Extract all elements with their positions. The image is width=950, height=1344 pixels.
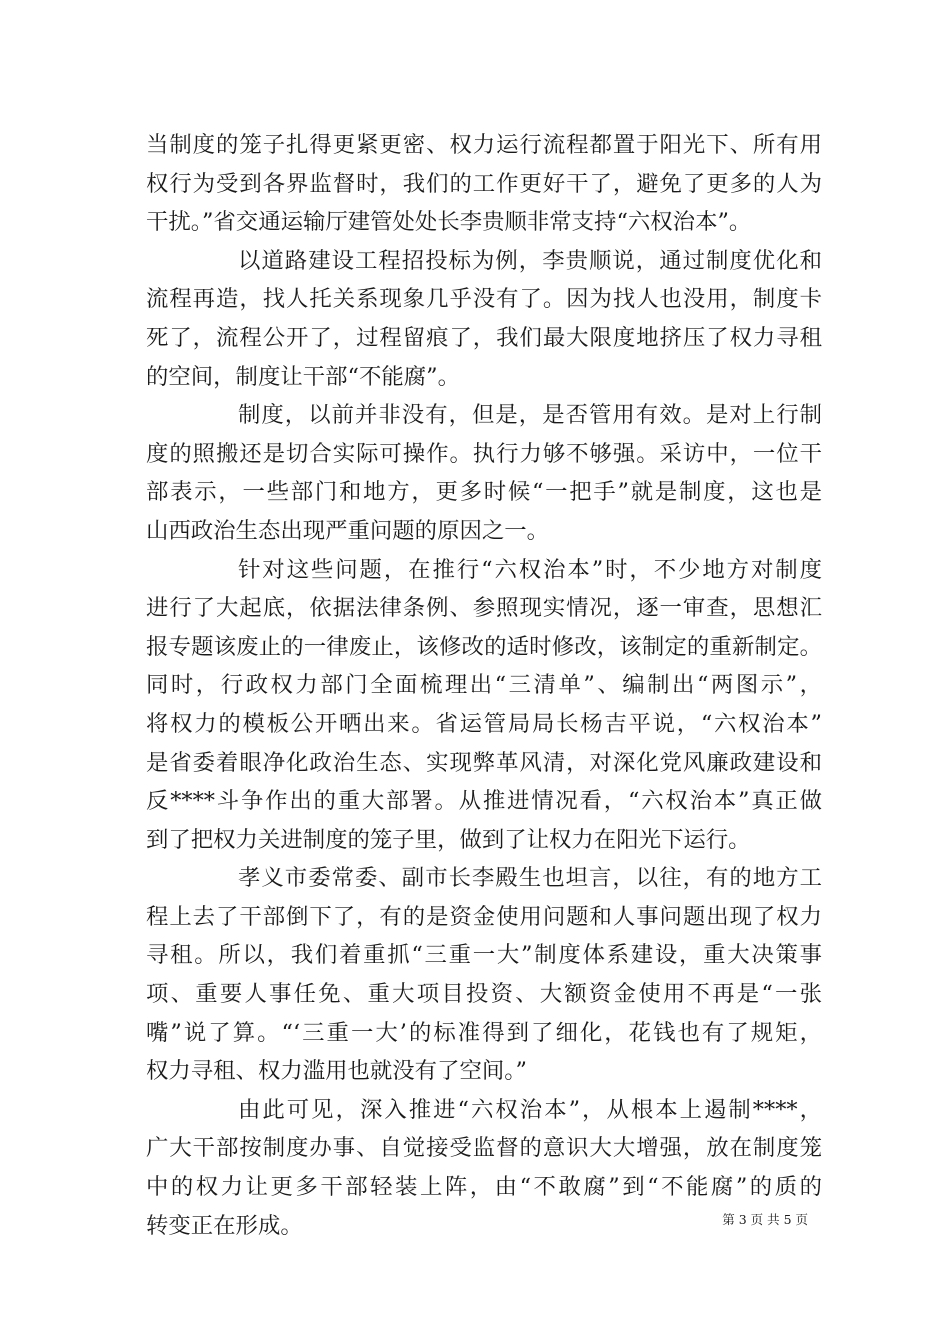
- text-line: 流程再造，找人托关系现象几乎没有了。因为找人也没用，制度卡: [146, 286, 822, 313]
- text-line: 进行了大起底，依据法律条例、参照现实情况，逐一审查，思想汇: [146, 595, 822, 622]
- text-line: 项、重要人事任免、重大项目投资、大额资金使用不再是“一张: [146, 981, 822, 1008]
- text-line: 转变正在形成。: [146, 1212, 303, 1239]
- text-line: 是省委着眼净化政治生态、实现弊革风清，对深化党风廉政建设和: [146, 749, 822, 776]
- text-line: 的空间，制度让干部“不能腐”。: [146, 363, 460, 390]
- paragraph-first-line: 由此可见，深入推进“六权治本”，从根本上遏制****，: [238, 1096, 822, 1123]
- text-line: 将权力的模板公开晒出来。省运管局局长杨吉平说，“六权治本”: [146, 710, 822, 737]
- text-line: 权行为受到各界监督时，我们的工作更好干了，避免了更多的人为: [146, 170, 822, 197]
- paragraph-first-line: 以道路建设工程招投标为例，李贵顺说，通过制度优化和: [238, 247, 822, 274]
- text-line: 干扰。”省交通运输厅建管处处长李贵顺非常支持“六权治本”。: [146, 209, 752, 236]
- text-line: 嘴”说了算。“‘三重一大’的标准得到了细化，花钱也有了规矩，: [146, 1019, 822, 1046]
- text-line: 报专题该废止的一律废止，该修改的适时修改，该制定的重新制定。: [146, 633, 822, 660]
- text-line: 权力寻租、权力滥用也就没有了空间。”: [146, 1058, 527, 1085]
- text-line: 广大干部按制度办事、自觉接受监督的意识大大增强，放在制度笼: [146, 1135, 822, 1162]
- text-line: 反****斗争作出的重大部署。从推进情况看，“六权治本”真正做: [146, 788, 822, 815]
- text-line: 中的权力让更多干部轻装上阵，由“不敢腐”到“不能腐”的质的: [146, 1174, 822, 1201]
- paragraph-first-line: 孝义市委常委、副市长李殿生也坦言，以往，有的地方工: [238, 865, 822, 892]
- page-number-footer: 第 3 页 共 5 页: [722, 1212, 808, 1227]
- text-line: 死了，流程公开了，过程留痕了，我们最大限度地挤压了权力寻租: [146, 324, 822, 351]
- text-line: 部表示，一些部门和地方，更多时候“一把手”就是制度，这也是: [146, 479, 822, 506]
- text-line: 当制度的笼子扎得更紧更密、权力运行流程都置于阳光下、所有用: [146, 132, 822, 158]
- paragraph-first-line: 针对这些问题，在推行“六权治本”时，不少地方对制度: [238, 556, 822, 583]
- text-line: 度的照搬还是切合实际可操作。执行力够不够强。采访中，一位干: [146, 440, 822, 467]
- text-line: 到了把权力关进制度的笼子里，做到了让权力在阳光下运行。: [146, 826, 751, 853]
- text-line: 同时，行政权力部门全面梳理出“三清单”、编制出“两图示”，: [146, 672, 822, 699]
- text-line: 山西政治生态出现严重问题的原因之一。: [146, 517, 550, 544]
- document-body: [146, 126, 822, 1245]
- paragraph-first-line: 制度，以前并非没有，但是，是否管用有效。是对上行制: [238, 402, 822, 429]
- text-line: 寻租。所以，我们着重抓“三重一大”制度体系建设，重大决策事: [146, 942, 822, 969]
- text-line: 程上去了干部倒下了，有的是资金使用问题和人事问题出现了权力: [146, 903, 822, 930]
